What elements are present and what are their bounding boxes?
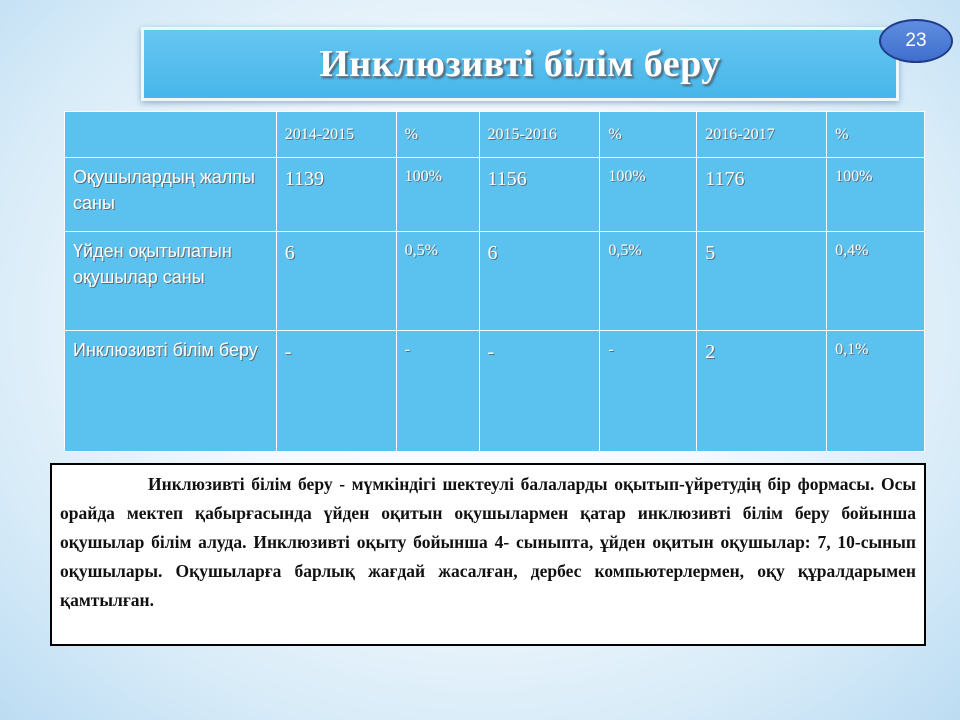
slide-title-banner — [141, 27, 899, 101]
table-header-cell: 2015-2016 — [479, 112, 600, 158]
table-cell: 0,5% — [600, 232, 697, 331]
table-cell: 100% — [827, 158, 925, 232]
description-text: Инклюзивті білім беру - мүмкіндігі шектеулі балаларды оқытып-үйретудің бір формасы. Осы орайда мектеп қабырғасында үйден оқитын оқушылармен қатар инклюзивті білім беру бойынша оқушылар білім алуда. Инклюзивті оқыту бойынша 4- сыныпта, ұйден оқитын оқушылар: 7, 10-сынып оқушылары. Оқушыларға барлық жағдай жасалған, дербес компьютерлермен, оқу құралдарымен қамтылған. — [60, 474, 916, 610]
table-cell: 1139 — [276, 158, 396, 232]
table-cell: 6 — [276, 232, 396, 331]
table-cell: 1156 — [479, 158, 600, 232]
table-cell: 0,5% — [396, 232, 479, 331]
table-cell: - — [479, 331, 600, 452]
table-cell: - — [276, 331, 396, 452]
table-cell: 0,1% — [827, 331, 925, 452]
table-header-cell: % — [600, 112, 697, 158]
table-header-cell: % — [827, 112, 925, 158]
table-cell: 5 — [697, 232, 827, 331]
table-cell: 100% — [600, 158, 697, 232]
table-row — [65, 331, 925, 452]
table-cell: 6 — [479, 232, 600, 331]
slide-title: Инклюзивті білім беру — [319, 43, 721, 85]
row-label: Оқушылардың жалпы саны — [65, 158, 277, 232]
table-cell: 100% — [396, 158, 479, 232]
table-header-cell: 2016-2017 — [697, 112, 827, 158]
table-row — [65, 158, 925, 232]
table-row — [65, 232, 925, 331]
page-number-badge — [879, 19, 953, 63]
description-box — [50, 463, 926, 646]
table-header-cell: 2014-2015 — [276, 112, 396, 158]
table-header-row — [65, 112, 925, 158]
table-cell: - — [600, 331, 697, 452]
table-cell: - — [396, 331, 479, 452]
table-cell: 1176 — [697, 158, 827, 232]
row-label: Инклюзивті білім беру — [65, 331, 277, 452]
table-cell: 0,4% — [827, 232, 925, 331]
table-cell: 2 — [697, 331, 827, 452]
table-header-cell: % — [396, 112, 479, 158]
row-label: Үйден оқытылатын оқушылар саны — [65, 232, 277, 331]
table-header-cell — [65, 112, 277, 158]
page-number: 23 — [905, 30, 927, 51]
statistics-table — [64, 111, 925, 452]
